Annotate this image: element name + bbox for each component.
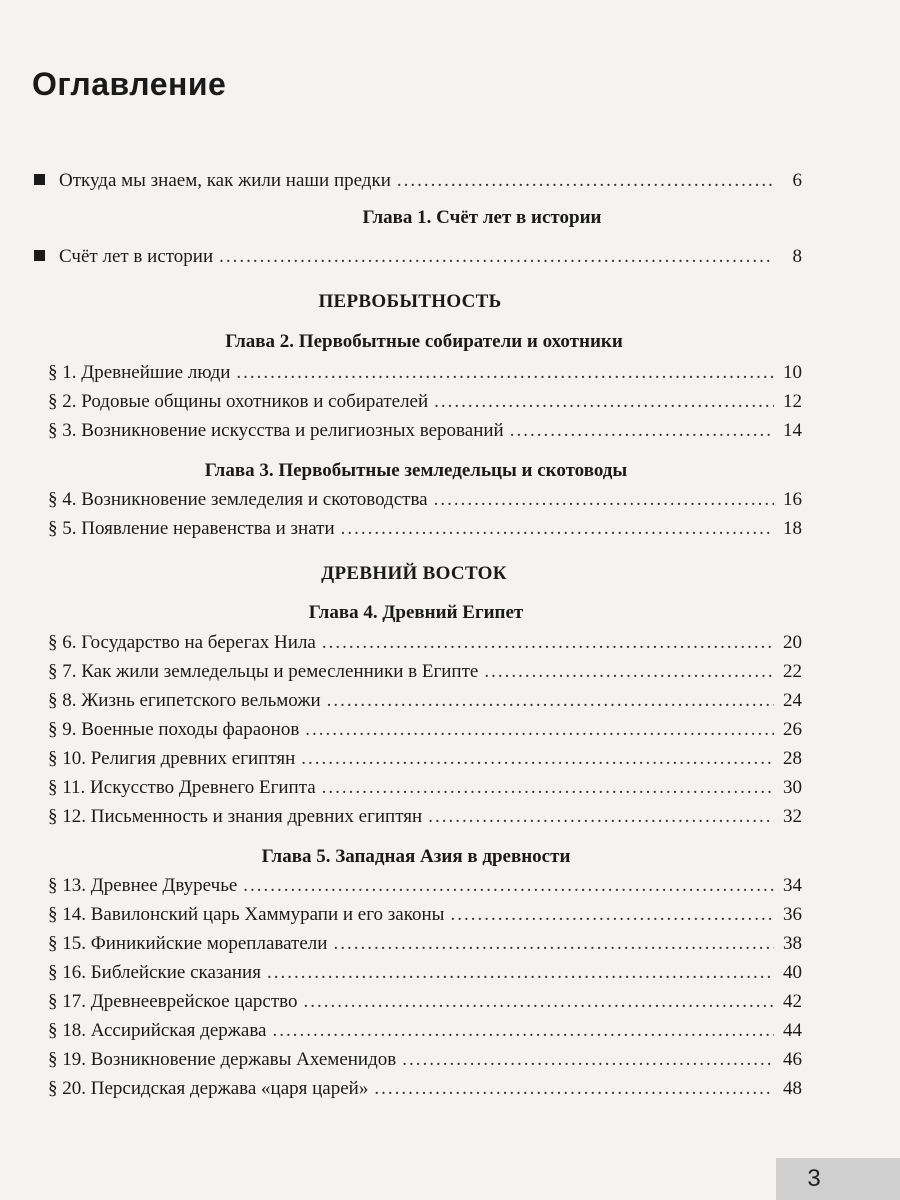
toc-entry[interactable] bbox=[48, 1019, 802, 1043]
toc-entry[interactable] bbox=[48, 776, 802, 800]
dot-leader bbox=[236, 361, 774, 385]
toc-entry[interactable] bbox=[48, 805, 802, 829]
page-title: Оглавление bbox=[32, 66, 227, 102]
toc-entry-chapter1[interactable] bbox=[34, 245, 802, 269]
toc-entry[interactable] bbox=[48, 689, 802, 713]
toc-entry-page: 14 bbox=[783, 420, 802, 441]
toc-entry-page: 36 bbox=[783, 904, 802, 925]
chapter-5-heading: Глава 5. Западная Азия в древности bbox=[261, 846, 571, 867]
toc-entry-page: 10 bbox=[783, 362, 802, 383]
chapter-1-heading: Глава 1. Счёт лет в истории bbox=[362, 207, 602, 228]
toc-entry-page: 8 bbox=[792, 246, 802, 267]
dot-leader bbox=[434, 390, 774, 414]
toc-entry-intro[interactable] bbox=[34, 169, 802, 193]
toc-entry[interactable] bbox=[48, 932, 802, 956]
toc-entry-label: § 4. Возникновение земледелия и скотоводства bbox=[48, 489, 428, 510]
toc-entry-label: § 18. Ассирийская держава bbox=[48, 1020, 267, 1041]
dot-leader bbox=[374, 1077, 774, 1101]
dot-leader bbox=[322, 776, 774, 800]
toc-entry-page: 48 bbox=[783, 1078, 802, 1099]
toc-entry-page: 12 bbox=[783, 391, 802, 412]
section-heading-ancient-east: ДРЕВНИЙ ВОСТОК bbox=[321, 563, 507, 584]
toc-entry-label: § 3. Возникновение искусства и религиозных верований bbox=[48, 420, 504, 441]
toc-entry-page: 16 bbox=[783, 489, 802, 510]
toc-entry[interactable] bbox=[48, 517, 802, 541]
toc-entry[interactable] bbox=[48, 990, 802, 1014]
toc-entry-page: 24 bbox=[783, 690, 802, 711]
dot-leader bbox=[397, 169, 774, 193]
toc-entry[interactable] bbox=[48, 660, 802, 684]
square-bullet-icon bbox=[34, 250, 45, 261]
toc-entry-label: Откуда мы знаем, как жили наши предки bbox=[59, 170, 391, 191]
section-heading-primitive: ПЕРВОБЫТНОСТЬ bbox=[318, 291, 502, 312]
toc-entry-label: § 8. Жизнь египетского вельможи bbox=[48, 690, 321, 711]
dot-leader bbox=[304, 990, 774, 1014]
dot-leader bbox=[322, 631, 774, 655]
toc-entry-page: 28 bbox=[783, 748, 802, 769]
toc-entry[interactable] bbox=[48, 361, 802, 385]
dot-leader bbox=[484, 660, 774, 684]
toc-entry-label: § 2. Родовые общины охотников и собирателей bbox=[48, 391, 429, 412]
toc-entry-page: 46 bbox=[783, 1049, 802, 1070]
toc-entry-label: § 15. Финикийские мореплаватели bbox=[48, 933, 328, 954]
dot-leader bbox=[267, 961, 774, 985]
square-bullet-icon bbox=[34, 174, 45, 185]
toc-entry[interactable] bbox=[48, 631, 802, 655]
dot-leader bbox=[341, 517, 774, 541]
dot-leader bbox=[450, 903, 774, 927]
toc-entry-label: § 11. Искусство Древнего Египта bbox=[48, 777, 316, 798]
toc-entry-label: § 5. Появление неравенства и знати bbox=[48, 518, 335, 539]
toc-entry-page: 26 bbox=[783, 719, 802, 740]
dot-leader bbox=[510, 419, 774, 443]
toc-entry[interactable] bbox=[48, 718, 802, 742]
dot-leader bbox=[272, 1019, 774, 1043]
toc-entry[interactable] bbox=[48, 1048, 802, 1072]
toc-entry-page: 40 bbox=[783, 962, 802, 983]
toc-entry[interactable] bbox=[48, 390, 802, 414]
toc-entry-label: § 16. Библейские сказания bbox=[48, 962, 261, 983]
toc-entry-page: 32 bbox=[783, 806, 802, 827]
toc-entry-label: § 10. Религия древних египтян bbox=[48, 748, 296, 769]
dot-leader bbox=[301, 747, 774, 771]
toc-entry-label: Счёт лет в истории bbox=[59, 246, 214, 267]
dot-leader bbox=[333, 932, 774, 956]
dot-leader bbox=[305, 718, 774, 742]
toc-entry-label: § 9. Военные походы фараонов bbox=[48, 719, 300, 740]
toc-entry-label: § 7. Как жили земледельцы и ремесленники в Египте bbox=[48, 661, 479, 682]
toc-entry-page: 44 bbox=[783, 1020, 802, 1041]
toc-entry-label: § 1. Древнейшие люди bbox=[48, 362, 231, 383]
toc-entry[interactable] bbox=[48, 747, 802, 771]
dot-leader bbox=[219, 245, 774, 269]
toc-entry-page: 20 bbox=[783, 632, 802, 653]
toc-entry[interactable] bbox=[48, 1077, 802, 1101]
dot-leader bbox=[327, 689, 774, 713]
toc-entry-label: § 14. Вавилонский царь Хаммурапи и его законы bbox=[48, 904, 445, 925]
toc-entry-label: § 13. Древнее Двуречье bbox=[48, 875, 238, 896]
toc-entry-page: 22 bbox=[783, 661, 802, 682]
chapter-3-heading: Глава 3. Первобытные земледельцы и скотоводы bbox=[204, 460, 628, 481]
toc-entry-page: 6 bbox=[792, 170, 802, 191]
page-number-box bbox=[776, 1158, 900, 1200]
dot-leader bbox=[428, 805, 774, 829]
toc-entry-page: 30 bbox=[783, 777, 802, 798]
toc-entry[interactable] bbox=[48, 874, 802, 898]
dot-leader bbox=[243, 874, 774, 898]
toc-entry[interactable] bbox=[48, 419, 802, 443]
toc-entry-label: § 20. Персидская держава «царя царей» bbox=[48, 1078, 369, 1099]
chapter-4-heading: Глава 4. Древний Египет bbox=[308, 602, 524, 623]
toc-entry[interactable] bbox=[48, 903, 802, 927]
chapter-2-heading: Глава 2. Первобытные собиратели и охотники bbox=[225, 331, 623, 352]
toc-entry-label: § 17. Древнееврейское царство bbox=[48, 991, 298, 1012]
toc-entry-label: § 6. Государство на берегах Нила bbox=[48, 632, 316, 653]
toc-entry-page: 42 bbox=[783, 991, 802, 1012]
toc-entry-page: 18 bbox=[783, 518, 802, 539]
toc-entry[interactable] bbox=[48, 961, 802, 985]
toc-entry[interactable] bbox=[48, 488, 802, 512]
toc-entry-page: 34 bbox=[783, 875, 802, 896]
toc-entry-page: 38 bbox=[783, 933, 802, 954]
page-number: 3 bbox=[807, 1165, 821, 1192]
toc-entry-label: § 19. Возникновение державы Ахеменидов bbox=[48, 1049, 397, 1070]
dot-leader bbox=[434, 488, 774, 512]
toc-entry-label: § 12. Письменность и знания древних египтян bbox=[48, 806, 423, 827]
dot-leader bbox=[402, 1048, 774, 1072]
